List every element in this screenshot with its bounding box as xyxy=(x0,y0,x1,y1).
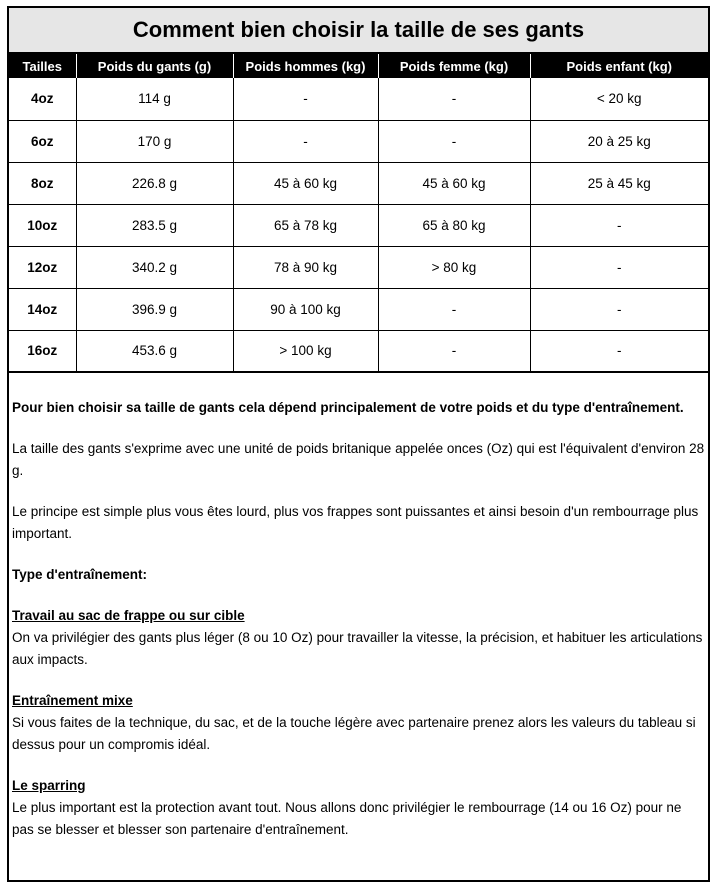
table-row xyxy=(9,288,708,330)
cell-glove-weight: 114 g xyxy=(76,78,233,120)
cell-glove-weight: 340.2 g xyxy=(76,246,233,288)
table-row xyxy=(9,204,708,246)
cell-size: 12oz xyxy=(9,246,76,288)
header-women-weight: Poids femme (kg) xyxy=(378,54,530,78)
table-row xyxy=(9,162,708,204)
notes-section xyxy=(9,373,708,841)
cell-glove-weight: 170 g xyxy=(76,120,233,162)
cell-women-weight: 45 à 60 kg xyxy=(378,162,530,204)
cell-men-weight: 78 à 90 kg xyxy=(233,246,378,288)
section-heading: Travail au sac de frappe ou sur cible xyxy=(12,608,245,623)
training-section-sparring xyxy=(12,775,705,841)
training-type-heading: Type d'entraînement: xyxy=(12,567,147,582)
training-section-bag xyxy=(12,605,705,671)
section-heading: Entraînement mixe xyxy=(12,693,133,708)
cell-men-weight: > 100 kg xyxy=(233,330,378,372)
cell-men-weight: - xyxy=(233,78,378,120)
table-header-row xyxy=(9,54,708,78)
cell-size: 8oz xyxy=(9,162,76,204)
cell-women-weight: 65 à 80 kg xyxy=(378,204,530,246)
cell-child-weight: < 20 kg xyxy=(530,78,708,120)
cell-size: 4oz xyxy=(9,78,76,120)
table-row xyxy=(9,246,708,288)
cell-child-weight: - xyxy=(530,246,708,288)
document-sheet xyxy=(7,6,710,882)
cell-size: 14oz xyxy=(9,288,76,330)
cell-child-weight: - xyxy=(530,204,708,246)
notes-principle: Le principe est simple plus vous êtes lourd, plus vos frappes sont puissantes et ainsi besoin d'un rembourrage plus important. xyxy=(12,504,699,541)
cell-men-weight: - xyxy=(233,120,378,162)
cell-men-weight: 90 à 100 kg xyxy=(233,288,378,330)
cell-women-weight: - xyxy=(378,288,530,330)
cell-glove-weight: 453.6 g xyxy=(76,330,233,372)
cell-child-weight: - xyxy=(530,330,708,372)
notes-unit: La taille des gants s'exprime avec une unité de poids britanique appelée onces (Oz) qui est l'équivalent d'environ 28 g. xyxy=(12,441,705,478)
header-men-weight: Poids hommes (kg) xyxy=(233,54,378,78)
cell-men-weight: 45 à 60 kg xyxy=(233,162,378,204)
cell-child-weight: 20 à 25 kg xyxy=(530,120,708,162)
cell-size: 10oz xyxy=(9,204,76,246)
section-heading: Le sparring xyxy=(12,778,86,793)
table-row xyxy=(9,120,708,162)
cell-men-weight: 65 à 78 kg xyxy=(233,204,378,246)
cell-size: 16oz xyxy=(9,330,76,372)
section-text: Si vous faites de la technique, du sac, et de la touche légère avec partenaire prenez alors les valeurs du tableau si dessus pour un compromis idéal. xyxy=(12,715,696,752)
cell-size: 6oz xyxy=(9,120,76,162)
table-row xyxy=(9,78,708,120)
section-text: Le plus important est la protection avant tout. Nous allons donc privilégier le rembourrage (14 ou 16 Oz) pour ne pas se blesser et blesser son partenaire d'entraînement. xyxy=(12,800,682,837)
training-section-mixed xyxy=(12,690,705,756)
section-text: On va privilégier des gants plus léger (8 ou 10 Oz) pour travailler la vitesse, la précision, et habituer les articulations aux impacts. xyxy=(12,630,703,667)
cell-glove-weight: 396.9 g xyxy=(76,288,233,330)
cell-women-weight: - xyxy=(378,120,530,162)
notes-intro: Pour bien choisir sa taille de gants cela dépend principalement de votre poids et du type d'entraînement. xyxy=(12,400,684,415)
cell-child-weight: - xyxy=(530,288,708,330)
cell-glove-weight: 226.8 g xyxy=(76,162,233,204)
cell-women-weight: - xyxy=(378,78,530,120)
cell-women-weight: - xyxy=(378,330,530,372)
cell-women-weight: > 80 kg xyxy=(378,246,530,288)
header-glove-weight: Poids du gants (g) xyxy=(76,54,233,78)
table-row xyxy=(9,330,708,372)
cell-child-weight: 25 à 45 kg xyxy=(530,162,708,204)
header-child-weight: Poids enfant (kg) xyxy=(530,54,708,78)
cell-glove-weight: 283.5 g xyxy=(76,204,233,246)
page-title: Comment bien choisir la taille de ses gants xyxy=(9,8,708,54)
size-table xyxy=(9,54,708,373)
header-sizes: Tailles xyxy=(9,54,76,78)
